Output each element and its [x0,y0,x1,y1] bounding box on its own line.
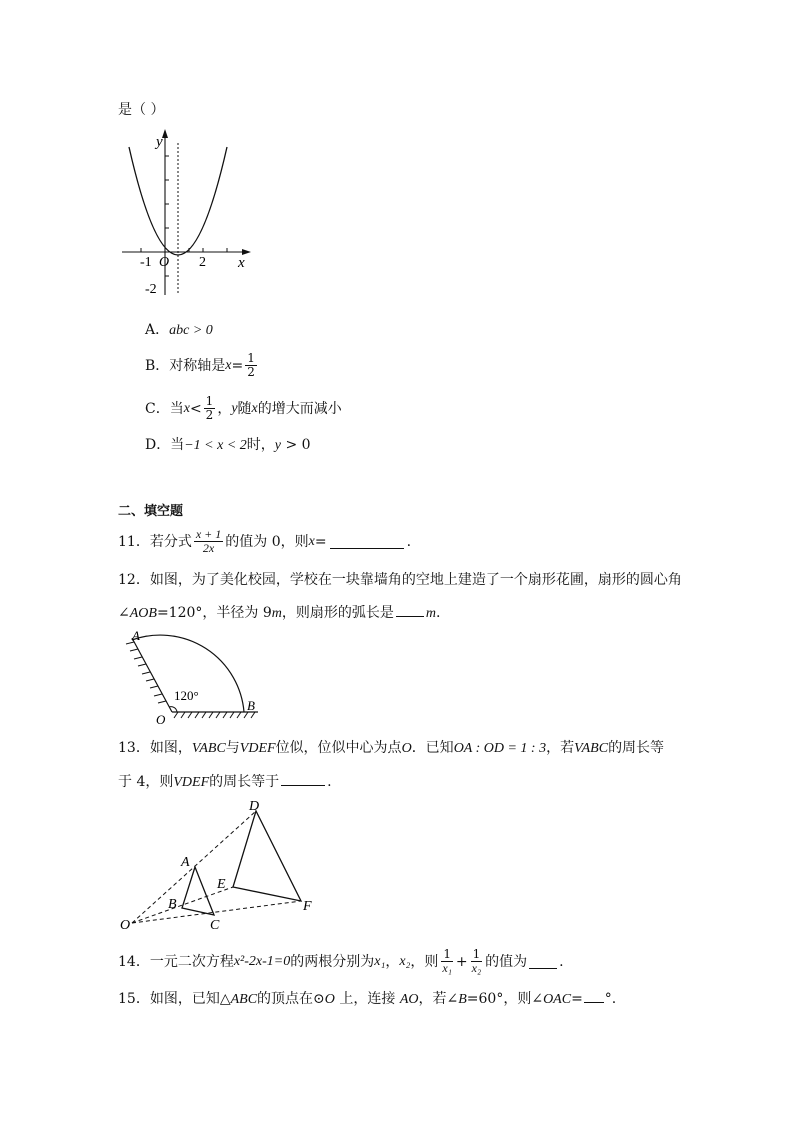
question-12-line-1: 12．如图，为了美化校园，学校在一块靠墙角的空地上建造了一个扇形花圃，扇形的圆心角 [118,572,682,588]
q13-homothety-figure [112,795,327,940]
fraction-1-over-x1: $\frac{1}{\text{x₁}}$ [442,947,452,975]
point-label-a: A [132,628,140,643]
angle-label: 120° [174,688,199,703]
tick-label-neg2: -2 [145,282,157,297]
origin-label: O [159,255,170,270]
q12-sector-figure [112,628,272,728]
triangle-abc [182,867,214,915]
answer-blank[interactable] [396,602,424,617]
ground-hatching [174,712,255,718]
fraction-1-over-x2: $\frac{1}{\text{x₂}}$ [471,947,482,975]
point-label-o: O [120,918,131,933]
point-label-d: D [249,799,260,814]
point-label-o: O [156,712,166,727]
point-label-e: E [217,877,226,892]
question-15: 15．如图，已知△ABC的顶点在⊙O 上，连接 AO，若∠B=60°，则∠OAC= °. [118,988,616,1010]
question-11: 11． 若分式 $\frac{x + 1}{2x}$ 的值为 0，则 x = . [118,527,412,555]
fraction-x-plus-1-over-2x: $\frac{x + 1}{2x}$ [195,527,222,555]
question-14: 14． 一元二次方程 x²-2x-1=0 的两根分别为 x₁ ， x₂ ，则 $\frac{1}{\text{x₁}}$ + $\frac{1}{\text{x₂}}$ 的值为 . [118,947,564,975]
answer-blank[interactable] [584,988,604,1003]
frac-one-half: $\frac{1}{2}$ [247,351,255,379]
answer-blank[interactable] [330,534,404,549]
y-axis-arrow [162,129,168,138]
point-label-a: A [181,855,190,870]
point-label-b: B [168,897,177,912]
question-13-line-1: 13．如图，VABC与VDEF位似，位似中心为点O．已知OA : OD = 1 : 3，若VABC的周长等 [118,740,665,756]
tick-label-2: 2 [199,255,206,270]
triangle-def [233,811,301,901]
q10-option-d: D．当−1 < x < 2时，y > 0 [145,437,311,453]
x-ticks [141,248,227,252]
dashed-rays [132,811,301,923]
q10-option-a: A．abc > 0 [145,322,213,338]
section-title: 二、填空题 [118,504,184,519]
frac-one-half: $\frac{1}{2}$ [205,394,214,422]
question-13-line-2: 于 4，则VDEF的周长等于 . [118,771,332,793]
point-label-b: B [247,698,255,713]
q10-option-b: B． 对称轴是 x = $\frac{1}{2}$ [145,351,255,379]
y-axis-label: y [156,134,163,150]
answer-blank[interactable] [281,771,325,786]
q10-stem-tail: 是（ ） [118,102,165,118]
wall-hatching-left [126,642,166,703]
x-axis-label: x [238,255,245,271]
question-12-line-2: ∠AOB=120°，半径为 9m，则扇形的弧长是 m. [118,602,440,624]
tick-label-neg1: -1 [140,255,152,270]
point-label-c: C [210,918,220,933]
answer-blank[interactable] [529,954,557,969]
q10-option-c: C． 当 x < $\frac{1}{2}$ ， y 随 x 的增大而减小 [145,394,342,422]
point-label-f: F [303,899,312,914]
q10-parabola-graph [112,125,257,310]
